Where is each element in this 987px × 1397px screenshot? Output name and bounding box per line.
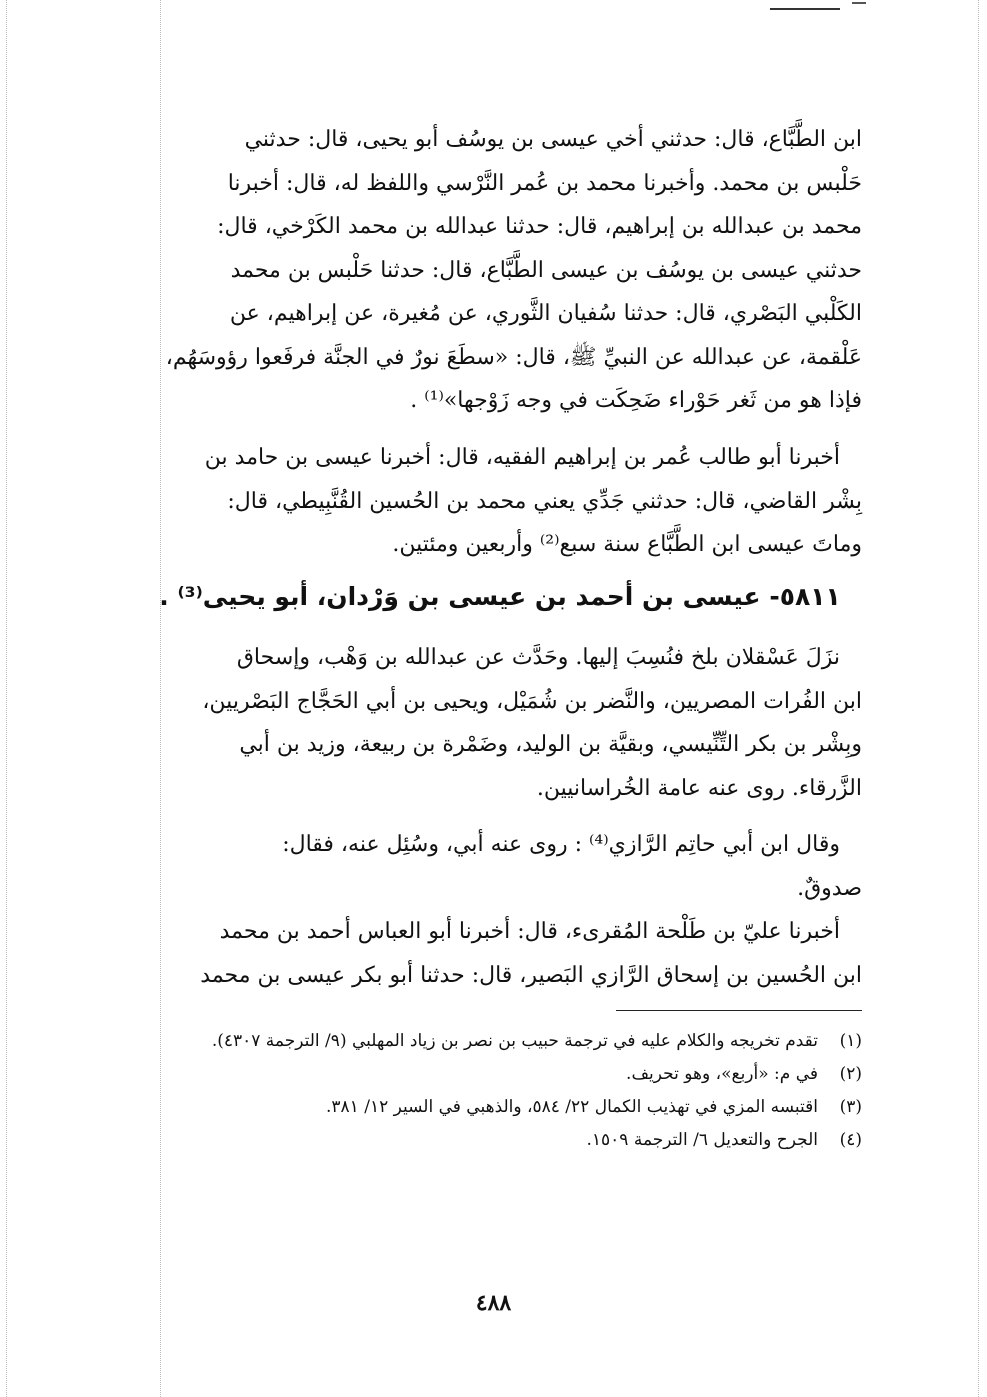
text-line: ابن الطَّبَّاع، قال: حدثني أخي عيسى بن يوسُف أبو يحيى، قال: حدثني: [244, 127, 862, 152]
page-number: ٤٨٨: [475, 1290, 512, 1316]
footnote-item: [138, 1025, 862, 1058]
text-line: أخبرنا عليّ بن طَلْحة المُقرىء، قال: أخبرنا أبو العباس أحمد بن محمد: [219, 919, 840, 944]
text-line: وبِشْر بن بكر التِّنِّيسي، وبقيَّة بن الوليد، وضَمْرة بن ربيعة، وزيد بن أبي: [239, 732, 862, 757]
text-line: ابن الفُرات المصريين، والنَّضر بن شُمَيْل، ويحيى بن أبي الحَجَّاج البَصْريين،: [202, 688, 862, 714]
paragraph-biography: [138, 636, 862, 810]
footnote-text: تقدم تخريجه والكلام عليه في ترجمة حبيب بن نصر بن زياد المهلبي (٩/ الترجمة ٤٣٠٧).: [211, 1031, 818, 1051]
footnote-separator: [616, 1010, 862, 1011]
entry-heading: ٥٨١١- عيسى بن أحمد بن عيسى بن وَرْدان، أبو يحيى⁽³⁾ .: [159, 582, 841, 611]
footnote-text: اقتبسه المزي في تهذيب الكمال ٢٢/ ٥٨٤، والذهبي في السير ١٢/ ٣٨١.: [326, 1097, 818, 1117]
footnote-number: (٤): [839, 1130, 862, 1150]
scan-edge-line: [6, 0, 7, 1397]
footnote-item: [138, 1058, 862, 1091]
text-line: حدثني عيسى بن يوسُف بن عيسى الطَّبَّاع، قال: حدثنا حَلْبس بن محمد: [230, 257, 862, 283]
text-line: نزَلَ عَسْقلان بلخ فنُسِبَ إليها. وحَدَّث عن عبدالله بن وَهْب، وإسحاق: [236, 645, 840, 670]
text-line: صدوقٌ.: [797, 875, 862, 901]
text-line: وقال ابن أبي حاتِم الرَّازي⁽⁴⁾ : روى عنه أبي، وسُئِل عنه، فقال:: [282, 832, 840, 857]
footnotes: [138, 1025, 862, 1157]
text-line: فإذا هو من ثَغر حَوْراء ضَحِكَت في وجه زَوْجها»⁽¹⁾ .: [410, 388, 862, 413]
footnote-item: [138, 1124, 862, 1157]
scan-edge-line: [978, 0, 979, 1397]
paragraph-isnad: [138, 910, 862, 997]
footnote-text: في م: «أربع»، وهو تحريف.: [626, 1064, 818, 1084]
text-line: عَلْقمة، عن عبدالله عن النبيِّ ﷺ، قال: «سطَعَ نورٌ في الجنَّة فرفَعوا رؤوسَهُم،: [165, 344, 862, 370]
text-line: الكَلْبي البَصْري، قال: حدثنا سُفيان الثَّوري، عن مُغيرة، عن إبراهيم، عن: [229, 301, 862, 326]
text-line: وماتَ عيسى ابن الطَّبَّاع سنة سبع⁽²⁾ وأربعين ومئتين.: [392, 532, 862, 557]
header-rule: [770, 8, 840, 10]
paragraph-hadith-narration: [138, 118, 862, 423]
paragraph-death-date: [138, 436, 862, 567]
text-line: الزَّرقاء. روى عنه عامة الخُراسانيين.: [536, 775, 862, 801]
footnote-number: (٢): [839, 1064, 862, 1084]
footnote-item: [138, 1091, 862, 1124]
paragraph-assessment: [138, 823, 862, 910]
footnote-number: (١): [839, 1031, 862, 1051]
text-line: محمد بن عبدالله بن إبراهيم، قال: حدثنا عبدالله بن محمد الكَرْخي، قال:: [217, 214, 862, 239]
text-line: ابن الحُسين بن إسحاق الرَّازي البَصير، قال: حدثنا أبو بكر عيسى بن محمد: [200, 962, 862, 988]
footnote-number: (٣): [839, 1097, 862, 1117]
text-line: أخبرنا أبو طالب عُمر بن إبراهيم الفقيه، قال: أخبرنا عيسى بن حامد بن: [204, 445, 840, 470]
text-line: بِشْر القاضي، قال: حدثني جَدِّي يعني محمد بن الحُسين القُنَّبِيطي، قال:: [227, 488, 862, 514]
footnote-text: الجرح والتعديل ٦/ الترجمة ١٥٠٩.: [586, 1130, 818, 1150]
header-mark: [852, 2, 866, 4]
text-line: حَلْبس بن محمد. وأخبرنا محمد بن عُمر النَّرْسي واللفظ له، قال: أخبرنا: [227, 170, 862, 196]
